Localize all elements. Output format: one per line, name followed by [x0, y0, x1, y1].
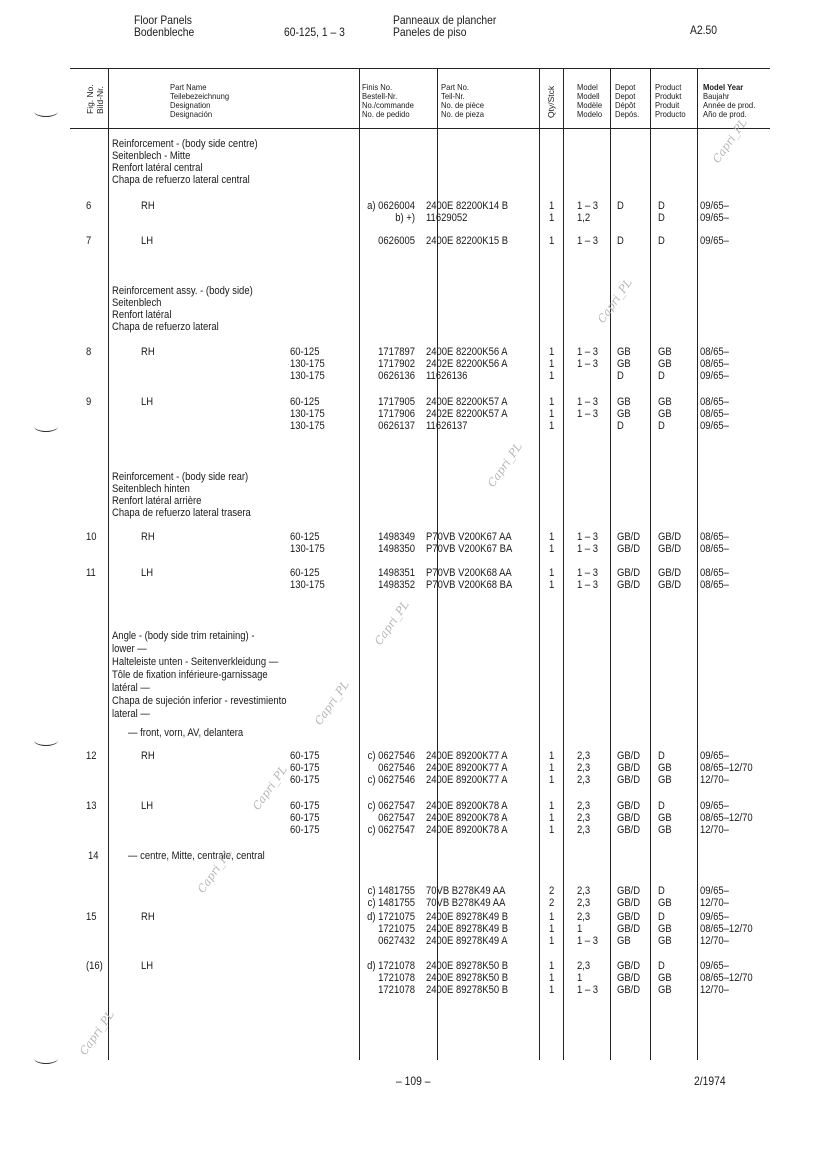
- part-no: 11626136: [426, 370, 468, 382]
- punch-mark: [34, 1053, 58, 1064]
- part-no: 2400E 89278K50 B: [426, 960, 509, 972]
- part-no: 2400E 82200K15 B: [426, 235, 509, 247]
- part-no: 2400E 89278K49 B: [426, 923, 509, 935]
- fig-number: 6: [86, 200, 92, 212]
- quantity: 1: [549, 800, 555, 812]
- finis-no: d) 1721078: [367, 960, 415, 972]
- model-code: 1: [577, 972, 583, 984]
- product-code: GB: [658, 897, 672, 909]
- part-no: 2400E 89200K77 A: [426, 774, 508, 786]
- quantity: 1: [549, 762, 555, 774]
- col-model-year: Model Year Baujahr Année de prod. Año de prod.: [703, 82, 756, 119]
- model-range: 130-175: [290, 358, 325, 370]
- quantity: 1: [549, 408, 555, 420]
- model-range: 60-175: [290, 762, 320, 774]
- product-code: GB: [658, 935, 672, 947]
- col-divider: [610, 68, 611, 1060]
- model-code: 2,3: [577, 897, 591, 909]
- title-es: Paneles de piso: [393, 25, 467, 39]
- product-code: GB: [658, 358, 672, 370]
- model-year: 08/65–: [700, 408, 729, 420]
- part-no: 2400E 89200K77 A: [426, 762, 508, 774]
- finis-no: d) 1721075: [367, 911, 415, 923]
- model-code: 1 – 3: [577, 408, 599, 420]
- depot-code: D: [617, 200, 624, 212]
- model-range: 60-175: [290, 750, 320, 762]
- model-range: 60-175: [290, 812, 320, 824]
- model-year: 08/65–: [700, 543, 729, 555]
- model-year: 09/65–: [700, 212, 729, 224]
- model-code: 2,3: [577, 750, 591, 762]
- depot-code: D: [617, 420, 624, 432]
- model-year: 08/65–: [700, 346, 729, 358]
- product-code: D: [658, 420, 665, 432]
- model-year: 08/65–12/70: [700, 812, 753, 824]
- model-range: 60-125: [290, 396, 320, 408]
- col-part-name: Part Name Teilebezeichnung Designation Designación: [170, 82, 230, 119]
- title-fr: Panneaux de plancher: [393, 13, 497, 27]
- finis-no: a) 0626004: [367, 200, 415, 212]
- col-finis-no: Finis No. Bestell-Nr. No./commande No. de pedido: [362, 82, 414, 119]
- fig-number: 10: [86, 531, 97, 543]
- finis-no: b) +): [395, 212, 415, 224]
- fig-number: 13: [86, 800, 97, 812]
- side-label: LH: [141, 567, 154, 579]
- depot-code: D: [617, 235, 624, 247]
- finis-no: c) 0627546: [367, 750, 415, 762]
- quantity: 1: [549, 750, 555, 762]
- model-range: 60-125: [290, 346, 320, 358]
- model-year: 08/65–: [700, 358, 729, 370]
- quantity: 1: [549, 420, 555, 432]
- fig-number: 7: [86, 235, 92, 247]
- model-code: 2,3: [577, 911, 591, 923]
- product-code: D: [658, 212, 665, 224]
- depot-code: GB/D: [617, 531, 641, 543]
- model-year: 12/70–: [700, 774, 729, 786]
- fig-number: 15: [86, 911, 97, 923]
- depot-code: GB/D: [617, 800, 641, 812]
- subhead-front: — front, vorn, AV, delantera: [128, 727, 244, 739]
- finis-no: 1498352: [378, 579, 415, 591]
- quantity: 1: [549, 824, 555, 836]
- finis-no: 0626136: [378, 370, 415, 382]
- depot-code: GB/D: [617, 911, 641, 923]
- model-year: 12/70–: [700, 935, 729, 947]
- depot-code: GB: [617, 396, 631, 408]
- side-label: LH: [141, 960, 154, 972]
- depot-code: GB/D: [617, 923, 641, 935]
- quantity: 1: [549, 911, 555, 923]
- model-range: 60-125: [290, 567, 320, 579]
- title-de: Bodenbleche: [134, 25, 195, 39]
- part-no: P70VB V200K68 BA: [426, 579, 513, 591]
- title-en: Floor Panels: [134, 13, 192, 27]
- product-code: GB/D: [658, 579, 682, 591]
- quantity: 2: [549, 897, 555, 909]
- depot-code: GB: [617, 408, 631, 420]
- model-code: 1 – 3: [577, 200, 599, 212]
- print-date: 2/1974: [694, 1074, 726, 1088]
- part-no: 11626137: [426, 420, 468, 432]
- model-year: 09/65–: [700, 800, 729, 812]
- product-code: D: [658, 960, 665, 972]
- fig-number: 9: [86, 396, 92, 408]
- quantity: 1: [549, 212, 555, 224]
- product-code: D: [658, 800, 665, 812]
- model-range: 60-175: [290, 774, 320, 786]
- model-year: 08/65–12/70: [700, 923, 753, 935]
- quantity: 1: [549, 567, 555, 579]
- model-code: 1 – 3: [577, 235, 599, 247]
- product-code: D: [658, 885, 665, 897]
- product-code: D: [658, 235, 665, 247]
- finis-no: 0627432: [378, 935, 415, 947]
- punch-mark: [34, 421, 58, 432]
- model-code: 1 – 3: [577, 984, 599, 996]
- model-code: 1: [577, 923, 583, 935]
- part-no: 2400E 89200K78 A: [426, 812, 508, 824]
- col-part-no: Part No. Teil-Nr. No. de pièce No. de pieza: [441, 82, 484, 119]
- product-code: D: [658, 370, 665, 382]
- finis-no: c) 1481755: [367, 885, 415, 897]
- quantity: 1: [549, 960, 555, 972]
- product-code: GB: [658, 812, 672, 824]
- col-fig-no: Fig. No.: [85, 84, 95, 114]
- model-range: 130-175: [290, 408, 325, 420]
- col-divider: [539, 68, 540, 1060]
- part-no: 70VB B278K49 AA: [426, 897, 506, 909]
- finis-no: 1498351: [378, 567, 415, 579]
- page-number: – 109 –: [396, 1074, 431, 1088]
- model-code: 1 – 3: [577, 358, 599, 370]
- product-code: GB: [658, 396, 672, 408]
- product-code: GB: [658, 824, 672, 836]
- model-year: 12/70–: [700, 824, 729, 836]
- product-code: GB/D: [658, 543, 682, 555]
- model-reference: 60-125, 1 – 3: [284, 25, 345, 39]
- table-top-rule: [70, 68, 770, 69]
- part-no: 2400E 89278K49 B: [426, 911, 509, 923]
- quantity: 1: [549, 774, 555, 786]
- model-year: 09/65–: [700, 370, 729, 382]
- product-code: GB: [658, 408, 672, 420]
- depot-code: GB/D: [617, 885, 641, 897]
- side-label: RH: [141, 200, 155, 212]
- side-label: LH: [141, 396, 154, 408]
- fig-number: 12: [86, 750, 97, 762]
- punch-mark: [34, 106, 58, 117]
- part-no: 2400E 89278K49 A: [426, 935, 508, 947]
- quantity: 2: [549, 885, 555, 897]
- model-year: 12/70–: [700, 984, 729, 996]
- model-year: 09/65–: [700, 885, 729, 897]
- side-label: LH: [141, 800, 154, 812]
- product-code: D: [658, 911, 665, 923]
- fig-number: (16): [86, 960, 103, 972]
- finis-no: 0627547: [378, 812, 415, 824]
- part-no: 2400E 82200K57 A: [426, 396, 508, 408]
- model-range: 130-175: [290, 370, 325, 382]
- watermark: Capri_PL: [195, 846, 235, 896]
- watermark: Capri_PL: [595, 276, 635, 326]
- product-code: GB: [658, 774, 672, 786]
- quantity: 1: [549, 396, 555, 408]
- quantity: 1: [549, 370, 555, 382]
- depot-code: GB/D: [617, 960, 641, 972]
- section-title: Reinforcement - (body side rear) Seitenblech hinten Renfort latéral arrière Chapa de refuerzo lateral trasera: [112, 471, 251, 519]
- quantity: 1: [549, 923, 555, 935]
- part-no: 2400E 89278K50 B: [426, 972, 509, 984]
- model-range: 60-175: [290, 800, 320, 812]
- model-code: 1 – 3: [577, 567, 599, 579]
- col-divider: [650, 68, 651, 1060]
- depot-code: GB/D: [617, 824, 641, 836]
- quantity: 1: [549, 579, 555, 591]
- model-year: 08/65–: [700, 396, 729, 408]
- model-year: 09/65–: [700, 911, 729, 923]
- finis-no: 1717906: [378, 408, 415, 420]
- col-divider: [563, 68, 564, 1060]
- part-no: 2400E 89278K50 B: [426, 984, 509, 996]
- fig-number: 8: [86, 346, 92, 358]
- col-bild-nr: Bild-Nr.: [95, 86, 105, 114]
- finis-no: c) 0627547: [367, 800, 415, 812]
- model-year: 08/65–: [700, 567, 729, 579]
- model-code: 1,2: [577, 212, 591, 224]
- section-title: Angle - (body side trim retaining) - lower — Halteleiste unten - Seitenverkleidung — Tôle de fixation inférieure-garnissage latéral — Chapa de sujeción inferior - revestimiento lateral —: [112, 630, 287, 720]
- product-code: GB/D: [658, 531, 682, 543]
- depot-code: GB/D: [617, 972, 641, 984]
- product-code: GB: [658, 346, 672, 358]
- subhead-centre: — centre, Mitte, centrale, central: [128, 850, 265, 862]
- side-label: RH: [141, 750, 155, 762]
- model-year: 09/65–: [700, 750, 729, 762]
- finis-no: 0626137: [378, 420, 415, 432]
- depot-code: GB: [617, 346, 631, 358]
- depot-code: D: [617, 370, 624, 382]
- model-code: 2,3: [577, 774, 591, 786]
- fig-number: 11: [86, 567, 96, 579]
- col-divider: [697, 68, 698, 1060]
- part-no: 2402E 82200K57 A: [426, 408, 508, 420]
- col-depot: Depot Depot Dépôt Depós.: [615, 82, 640, 119]
- part-no: 70VB B278K49 AA: [426, 885, 506, 897]
- quantity: 1: [549, 200, 555, 212]
- quantity: 1: [549, 358, 555, 370]
- finis-no: c) 1481755: [367, 897, 415, 909]
- product-code: D: [658, 200, 665, 212]
- depot-code: GB/D: [617, 762, 641, 774]
- depot-code: GB/D: [617, 567, 641, 579]
- product-code: GB: [658, 972, 672, 984]
- finis-no: 1721078: [378, 984, 415, 996]
- model-range: 60-125: [290, 531, 320, 543]
- model-code: 2,3: [577, 762, 591, 774]
- watermark: Capri_PL: [77, 1008, 117, 1058]
- quantity: 1: [549, 972, 555, 984]
- side-label: RH: [141, 531, 155, 543]
- part-no: 11629052: [426, 212, 468, 224]
- finis-no: 1498349: [378, 531, 415, 543]
- quantity: 1: [549, 346, 555, 358]
- finis-no: c) 0627547: [367, 824, 415, 836]
- model-code: 2,3: [577, 812, 591, 824]
- model-code: 2,3: [577, 885, 591, 897]
- finis-no: 1498350: [378, 543, 415, 555]
- part-no: 2400E 89200K78 A: [426, 800, 508, 812]
- col-product: Product Produkt Produit Producto: [655, 82, 686, 119]
- quantity: 1: [549, 984, 555, 996]
- depot-code: GB/D: [617, 750, 641, 762]
- model-year: 09/65–: [700, 200, 729, 212]
- watermark: Capri_PL: [372, 598, 412, 648]
- col-qty: Qty/Stck: [546, 85, 556, 118]
- depot-code: GB/D: [617, 812, 641, 824]
- model-year: 08/65–: [700, 531, 729, 543]
- finis-no: 0626005: [378, 235, 415, 247]
- model-year: 08/65–: [700, 579, 729, 591]
- model-code: 1 – 3: [577, 346, 599, 358]
- model-year: 09/65–: [700, 960, 729, 972]
- product-code: GB/D: [658, 567, 682, 579]
- model-range: 130-175: [290, 543, 325, 555]
- model-code: 1 – 3: [577, 579, 599, 591]
- quantity: 1: [549, 812, 555, 824]
- part-no: P70VB V200K68 AA: [426, 567, 512, 579]
- section-title: Reinforcement assy. - (body side) Seitenblech Renfort latéral Chapa de refuerzo lateral: [112, 285, 253, 333]
- col-divider: [108, 68, 109, 1060]
- model-code: 1 – 3: [577, 543, 599, 555]
- product-code: GB: [658, 762, 672, 774]
- model-year: 08/65–12/70: [700, 762, 753, 774]
- quantity: 1: [549, 935, 555, 947]
- depot-code: GB: [617, 935, 631, 947]
- part-no: 2402E 82200K56 A: [426, 358, 508, 370]
- watermark: Capri_PL: [710, 116, 750, 166]
- watermark: Capri_PL: [312, 678, 352, 728]
- part-no: 2400E 82200K56 A: [426, 346, 508, 358]
- model-range: 60-175: [290, 824, 320, 836]
- finis-no: c) 0627546: [367, 774, 415, 786]
- col-model: Model Modell Modèle Modelo: [577, 82, 603, 119]
- page-code: A2.50: [690, 23, 717, 37]
- side-label: RH: [141, 911, 155, 923]
- model-year: 09/65–: [700, 420, 729, 432]
- finis-no: 0627546: [378, 762, 415, 774]
- finis-no: 1717902: [378, 358, 415, 370]
- depot-code: GB/D: [617, 984, 641, 996]
- quantity: 1: [549, 235, 555, 247]
- model-code: 1 – 3: [577, 531, 599, 543]
- side-label: RH: [141, 346, 155, 358]
- punch-mark: [34, 735, 58, 746]
- part-no: 2400E 89200K77 A: [426, 750, 508, 762]
- fig-number: 14: [88, 850, 99, 862]
- watermark: Capri_PL: [250, 763, 290, 813]
- model-year: 12/70–: [700, 897, 729, 909]
- depot-code: GB: [617, 358, 631, 370]
- finis-no: 1721078: [378, 972, 415, 984]
- model-code: 1 – 3: [577, 396, 599, 408]
- depot-code: GB/D: [617, 543, 641, 555]
- side-label: LH: [141, 235, 154, 247]
- model-year: 08/65–12/70: [700, 972, 753, 984]
- model-code: 2,3: [577, 960, 591, 972]
- quantity: 1: [549, 531, 555, 543]
- part-no: 2400E 89200K78 A: [426, 824, 508, 836]
- depot-code: GB/D: [617, 774, 641, 786]
- model-range: 130-175: [290, 579, 325, 591]
- model-range: 130-175: [290, 420, 325, 432]
- model-code: 2,3: [577, 824, 591, 836]
- model-year: 09/65–: [700, 235, 729, 247]
- part-no: 2400E 82200K14 B: [426, 200, 509, 212]
- watermark: Capri_PL: [485, 440, 525, 490]
- product-code: GB: [658, 923, 672, 935]
- finis-no: 1717905: [378, 396, 415, 408]
- finis-no: 1717897: [378, 346, 415, 358]
- depot-code: GB/D: [617, 897, 641, 909]
- part-no: P70VB V200K67 AA: [426, 531, 512, 543]
- table-header-rule: [70, 128, 770, 129]
- finis-no: 1721075: [378, 923, 415, 935]
- quantity: 1: [549, 543, 555, 555]
- product-code: D: [658, 750, 665, 762]
- section-title: Reinforcement - (body side centre) Seitenblech - Mitte Renfort latéral central Chapa de refuerzo lateral central: [112, 138, 258, 186]
- model-code: 2,3: [577, 800, 591, 812]
- model-code: 1 – 3: [577, 935, 599, 947]
- depot-code: GB/D: [617, 579, 641, 591]
- product-code: GB: [658, 984, 672, 996]
- part-no: P70VB V200K67 BA: [426, 543, 513, 555]
